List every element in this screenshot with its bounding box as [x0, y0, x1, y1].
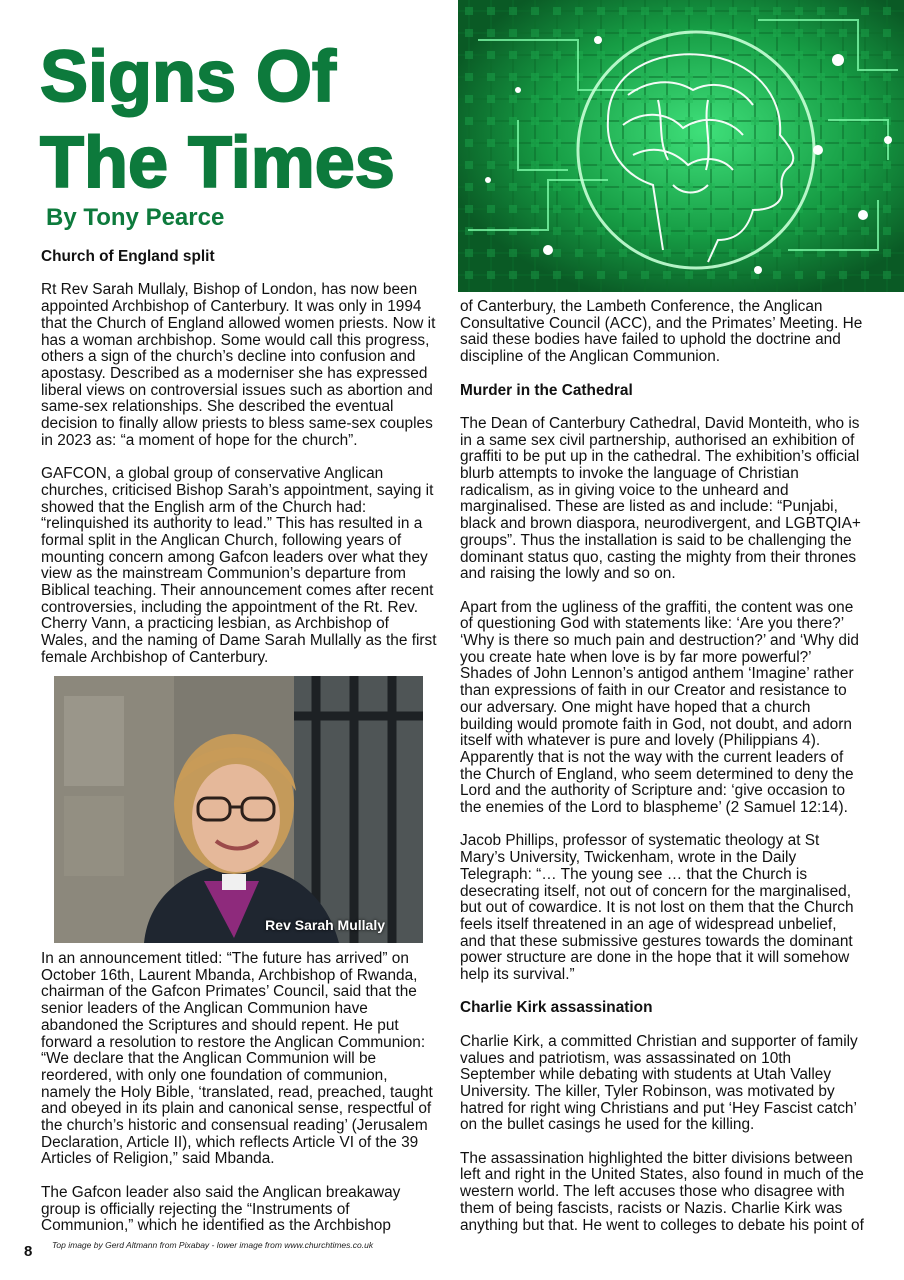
column-left-bottom [41, 951, 437, 1252]
paragraph: The assassination highlighted the bitter divisions between left and right in the United States, also found in much of the western world. The left accuses those who disagree with them of being fascists, racists or Nazis. Charlie Kirk was anything but that. He went to colleges to debate his point of [460, 1149, 864, 1234]
column-right [460, 299, 864, 1251]
paragraph: The Dean of Canterbury Cathedral, David Monteith, who is in a same sex civil partnership, authorised an exhibition of graffiti to be put up in the cathedral. The exhibition’s official blurb attempts to invoke the language of Christian radicalism, as in giving voice to the unheard and marginalised. These are listed as and include: “Punjabi, black and brown diaspora, neurodivergent, and LGBTQIA+ groups”. Thus the installation is said to be challenging the dominant status quo, casting the mighty from their thrones and raising the lowly and so on. [460, 414, 861, 583]
paragraph: The Gafcon leader also said the Anglican breakaway group is officially rejecting the “Instruments of Communion,” which he identified as the Archbishop [41, 1183, 401, 1235]
title-line-1: Signs Of [40, 37, 337, 117]
page-title [40, 34, 450, 206]
paragraph: Rt Rev Sarah Mullaly, Bishop of London, has now been appointed Archbishop of Canterbury. It was only in 1994 that the Church of England allowed women priests. Now it has a woman archbishop. Some would call this progress, others a sign of the church’s decline into confusion and apostasy. Described as a moderniser she has expressed liberal views on controversial issues such as abortion and same-sex relationships. She described the eventual decision to finally allow priests to bless same-sex couples in 2023 as: “a moment of hope for the church”. [41, 281, 436, 449]
byline: By Tony Pearce [46, 204, 225, 231]
section-heading: Murder in the Cathedral [460, 381, 633, 399]
title-line-2: The Times [40, 123, 395, 203]
paragraph: Apart from the ugliness of the graffiti, the content was one of questioning God with statements like: ‘Are you there?’ ‘Why is there so much pain and destruction?’ and ‘Why did you create hate when love is by far more powerful?’ Shades of John Lennon’s antigod anthem ‘Imagine’ rather than expressions of faith in our Creator and resistance to our adversary. One might have hoped that a church building would promote faith in God, not doubt, and adorn itself with whatever is pure and lovely (Philippians 4). Apparently that is not the way with the current leaders of the Church of England, who seem determined to deny the Lord and the authority of Scripture and: ‘give occasion to the enemies of the Lord to blaspheme’ (2 Samuel 12:14). [460, 598, 859, 817]
photo-caption: Rev Sarah Mullaly [265, 917, 385, 933]
hero-image [458, 0, 904, 292]
section-heading: Church of England split [41, 248, 215, 265]
paragraph: GAFCON, a global group of conservative Anglican churches, criticised Bishop Sarah’s appointment, saying it showed that the English arm of the Church had: “relinquished its authority to lead.” This has resulted in a formal split in the Anglican Church, following years of mounting concern among Gafcon leaders over what they view as the mainstream Communion’s departure from Biblical teaching. Their announcement comes after recent controversies, including the appointment of the Rt. Rev. Cherry Vann, a practicing lesbian, as Archbishop of Wales, and the naming of Dame Sarah Mullally as the first female Archbishop of Canterbury. [41, 465, 437, 666]
column-left-top [41, 249, 437, 683]
portrait-icon [54, 676, 423, 943]
brain-circuit-icon [458, 0, 904, 292]
portrait-photo [54, 676, 423, 943]
image-credit: Top image by Gerd Altmann from Pixabay - lower image from www.churchtimes.co.uk [52, 1240, 374, 1250]
paragraph: Jacob Phillips, professor of systematic theology at St Mary’s University, Twickenham, wrote in the Daily Telegraph: “… The young see … that the Church is desecrating itself, not out of concern for the marginalised, but out of cowardice. It is not lost on them that the Church feels itself threatened in an age of widespread unbelief, and that these submissive gestures towards the dominant power structure are done in the hope that it will somehow help its survival.” [460, 832, 854, 984]
paragraph: Charlie Kirk, a committed Christian and supporter of family values and patriotism, was assassinated on 10th September while debating with students at Utah Valley University. The killer, Tyler Robinson, was motivated by hatred for right wing Christians and put ‘Hey Fascist catch’ on the bullet casings he used for the killing. [460, 1032, 858, 1134]
page-number: 8 [24, 1243, 33, 1260]
paragraph: of Canterbury, the Lambeth Conference, the Anglican Consultative Council (ACC), and the Primates’ Meeting. He said these bodies have failed to uphold the doctrine and discipline of the Anglican Communion. [460, 298, 863, 366]
section-heading: Charlie Kirk assassination [460, 999, 653, 1017]
paragraph: In an announcement titled: “The future has arrived” on October 16th, Laurent Mbanda, Archbishop of Rwanda, chairman of the Gafcon Primates’ Council, said that the senior leaders of the Anglican Communion have abandoned the Scriptures and should repent. He put forward a resolution to restore the Anglican Communion: “We declare that the Anglican Communion will be reordered, with only one foundation of communion, namely the Holy Bible, ‘translated, read, preached, taught and obeyed in its plain and canonical sense, respectful of the church’s historic and consensual reading’ (Jerusalem Declaration, Article II), which reflects Article VI of the 39 Articles of Religion,” said Mbanda. [41, 950, 433, 1168]
